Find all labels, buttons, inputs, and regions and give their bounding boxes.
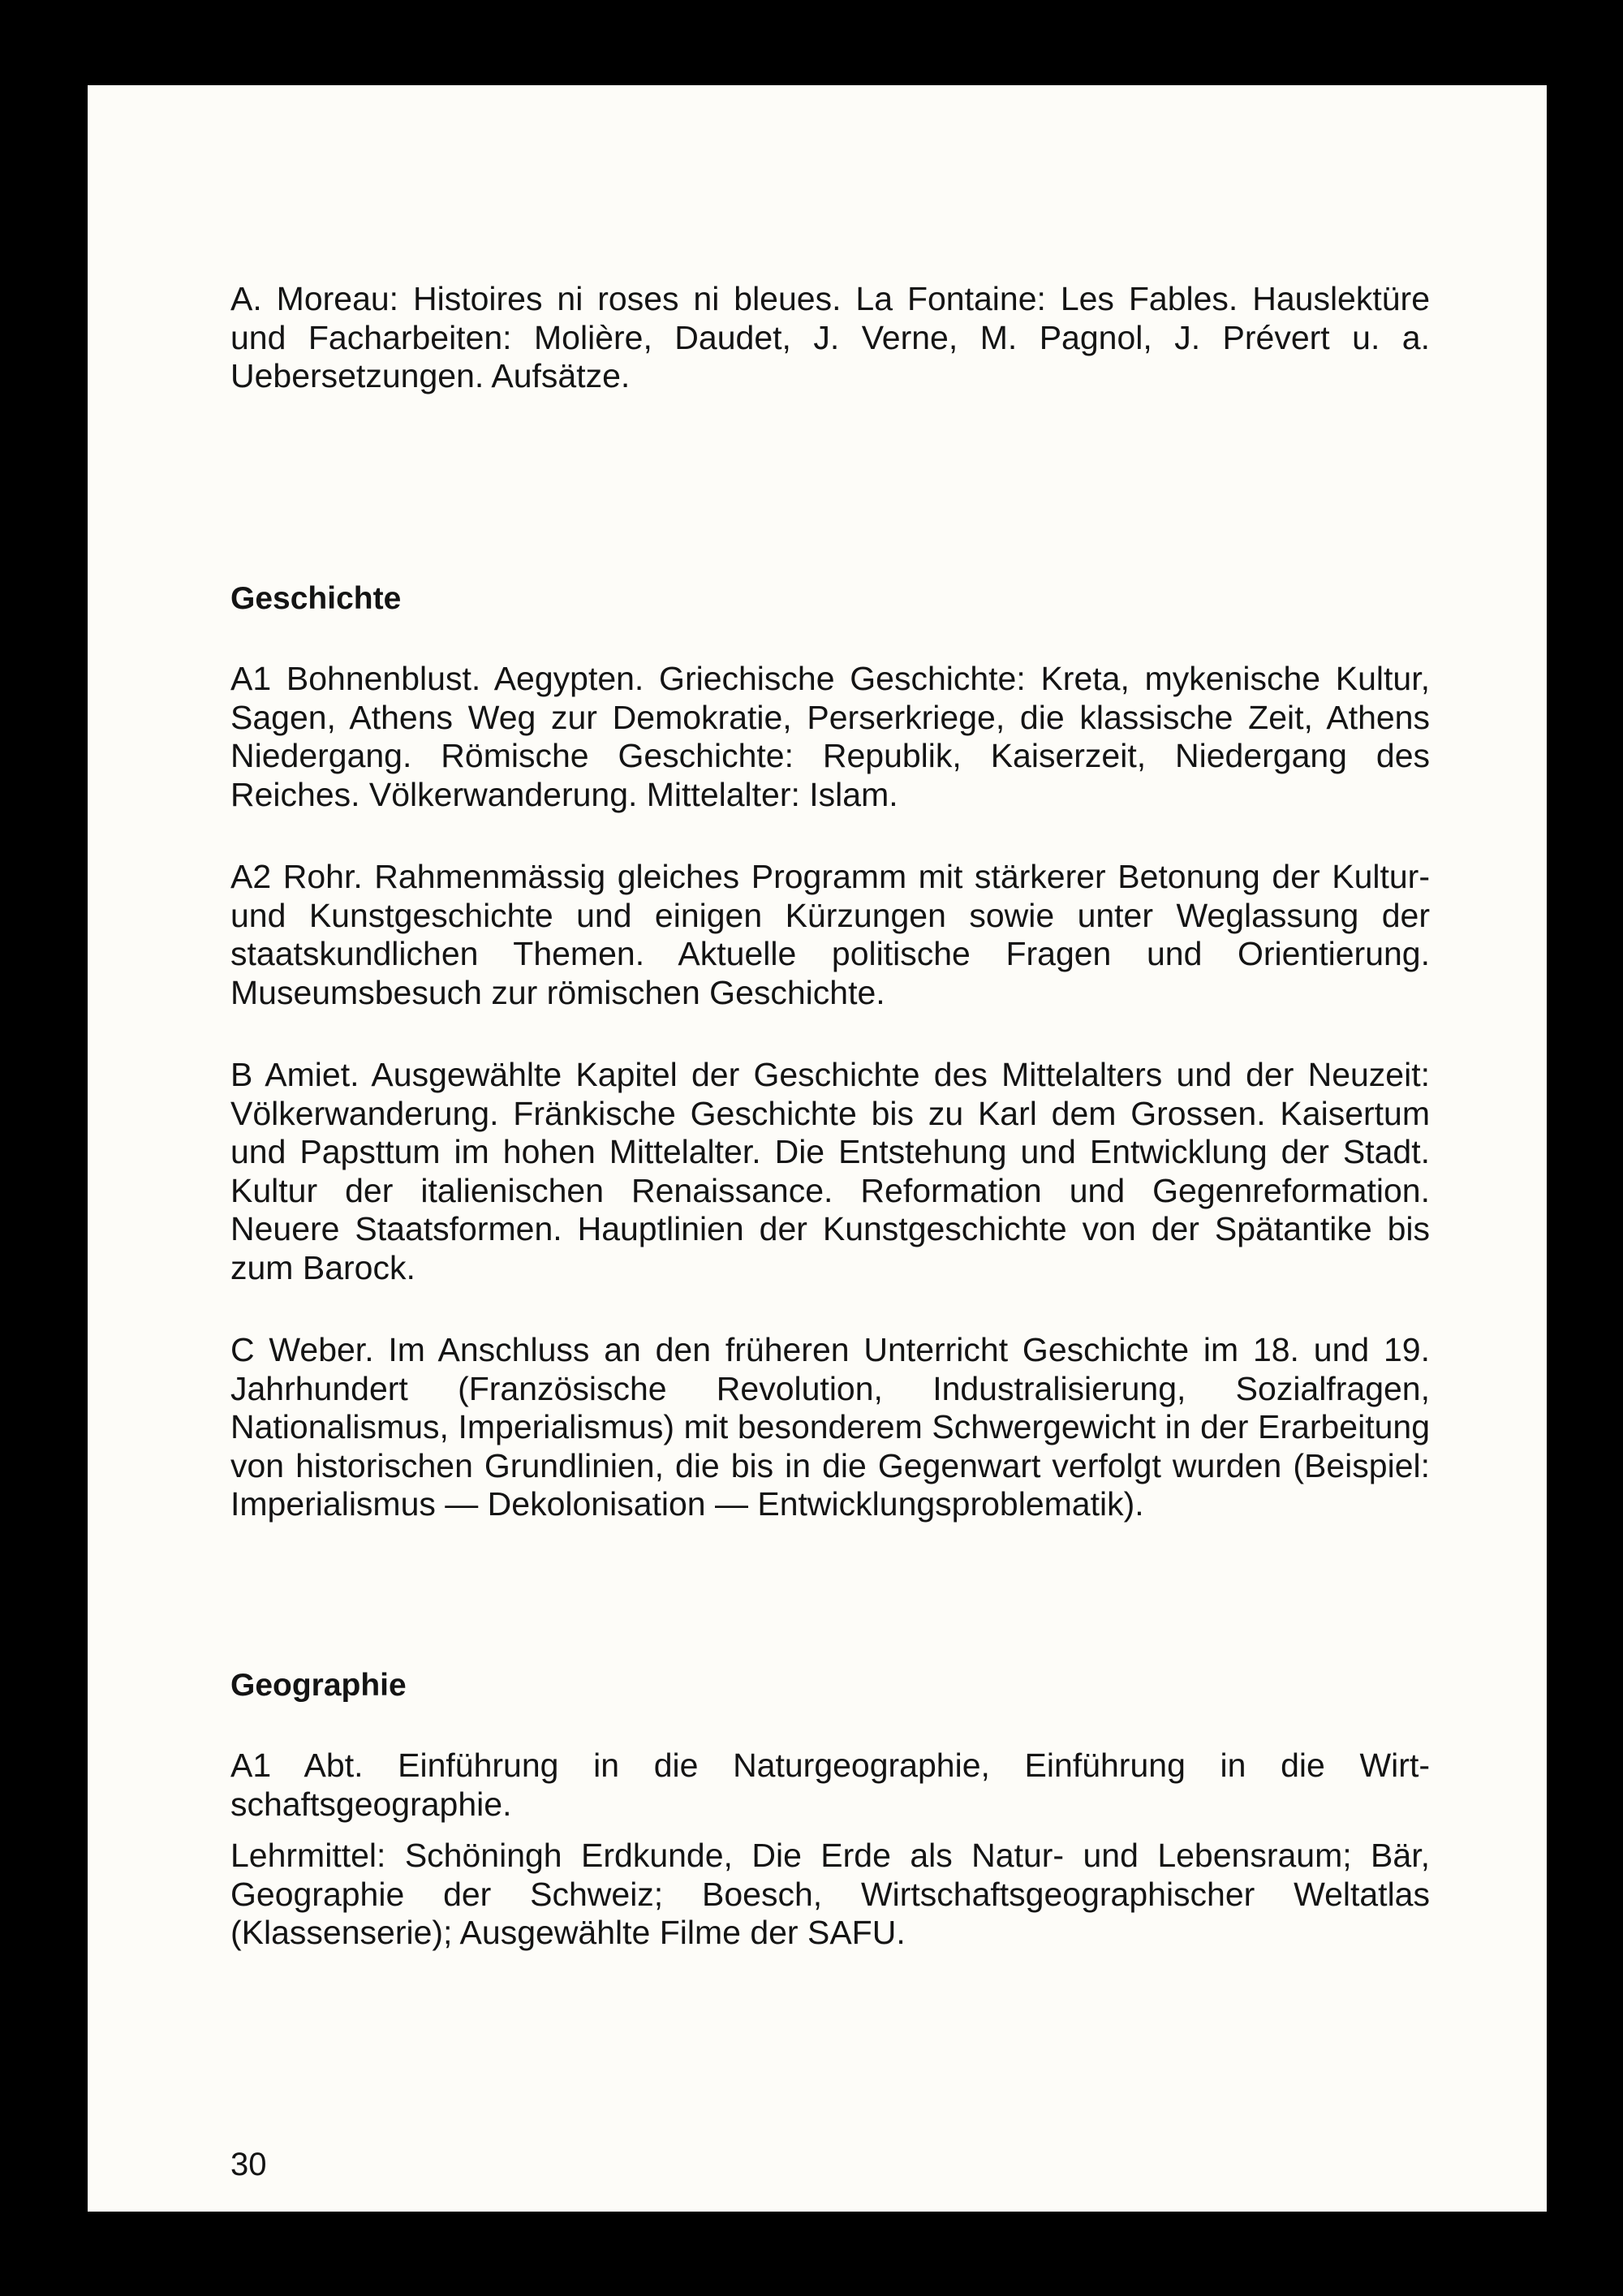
geschichte-paragraph-b: B Amiet. Ausgewählte Kapitel der Geschichte des Mittelalters und der Neuzeit: Völkerwanderung. Fränkische Geschichte bis zu Karl dem Grossen. Kaisertum und Papsttum im hohen Mittelalter. Die Entstehung und Entwicklung der Stadt. Kultur der italienischen Renaissance. Reformation und Gegenreformation. Neuere Staatsformen. Hauptlinien der Kunstgeschichte von der Spätantike bis zum Barock. [230, 1056, 1430, 1286]
geschichte-paragraph-c: C Weber. Im Anschluss an den früheren Unterricht Geschichte im 18. und 19. Jahrhundert (Französische Revolution, Industralisierung, Sozialfragen, Nationalismus, Imperialismus) mit besonderem Schwergewicht in der Erarbeitung von historischen Grundlinien, die bis in die Gegenwart verfolgt wurden (Beispiel: Imperialismus — Dekolonisation — Entwicklungsproblematik). [230, 1331, 1430, 1523]
geographie-paragraph-lehrmittel: Lehrmittel: Schöningh Erdkunde, Die Erde als Natur- und Lebensraum; Bär, Geographie der Schweiz; Boesch, Wirtschaftsgeographischer Weltatlas (Klassenserie); Ausgewählte Filme der SAFU. [230, 1837, 1430, 1951]
geschichte-paragraph-a2: A2 Rohr. Rahmenmässig gleiches Programm mit stärkerer Betonung der Kultur- und Kunstgeschichte und einigen Kürzungen sowie unter Weglassung der staatskundlichen Themen. Aktuelle politische Fragen und Orientierung. Museumsbesuch zur römischen Geschichte. [230, 858, 1430, 1011]
page-sheet [88, 85, 1547, 2212]
intro-paragraph: A. Moreau: Histoires ni roses ni bleues. La Fontaine: Les Fables. Hauslektüre und Facharbeiten: Molière, Daudet, J. Verne, M. Pagnol, J. Prévert u. a. Uebersetzungen. Aufsätze. [230, 280, 1430, 394]
page-content [230, 280, 1430, 1953]
geographie-paragraph-a1: A1 Abt. Einführung in die Naturgeographie, Einführung in die Wirtschaftsgeographie. [230, 1747, 1430, 1823]
section-heading-geschichte: Geschichte [230, 580, 402, 616]
section-heading-geographie: Geographie [230, 1667, 407, 1703]
page-number: 30 [230, 2147, 267, 2182]
geschichte-paragraph-a1: A1 Bohnenblust. Aegypten. Griechische Geschichte: Kreta, mykenische Kultur, Sagen, Athens Weg zur Demokratie, Perserkriege, die klassische Zeit, Athens Niedergang. Römische Geschichte: Republik, Kaiserzeit, Niedergang des Reiches. Völkerwanderung. Mittelalter: Islam. [230, 660, 1430, 813]
